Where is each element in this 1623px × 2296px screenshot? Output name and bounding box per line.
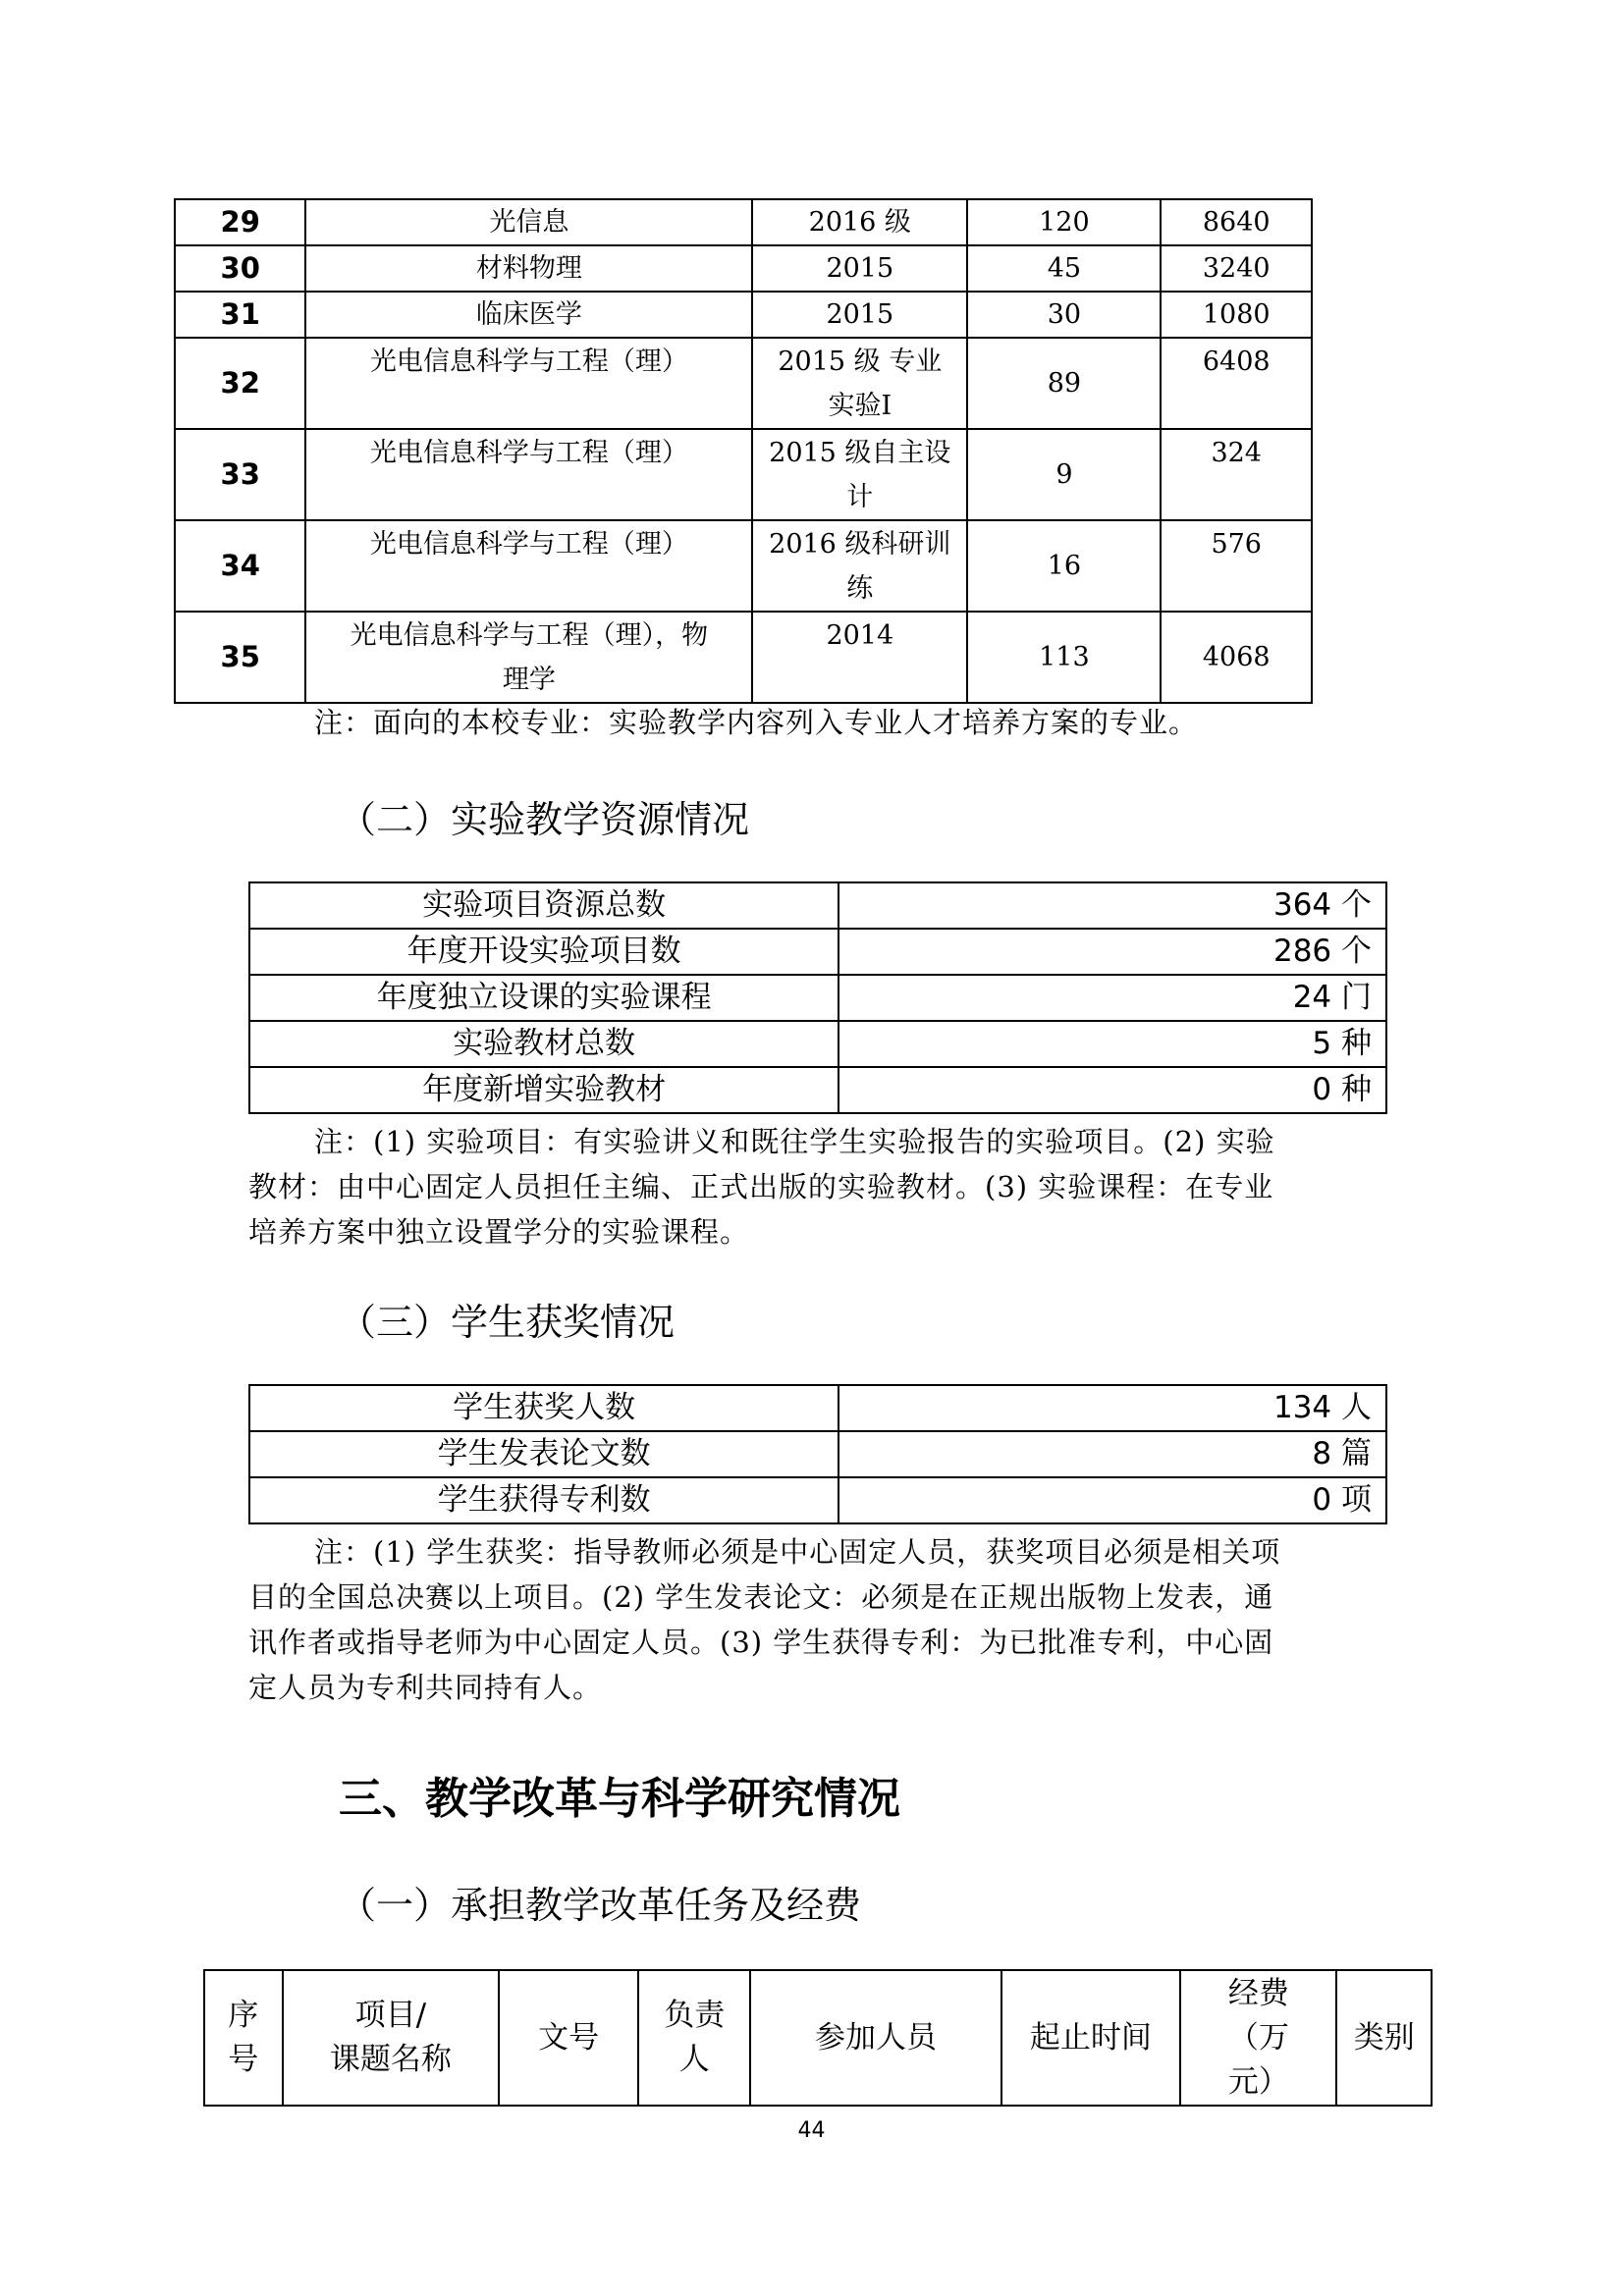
column-header [1001, 1970, 1181, 2106]
column-header-line: 类别 [1353, 2019, 1415, 2056]
hours-cell: 324 [1161, 429, 1312, 520]
table-row [175, 429, 1312, 520]
resources-note-line-3: 培养方案中独立设置学分的实验课程。 [248, 1215, 750, 1249]
value-cell: 364 个 [839, 882, 1386, 929]
label-cell: 年度独立设课的实验课程 [249, 975, 839, 1021]
table-row [175, 612, 1312, 703]
value-cell: 286 个 [839, 929, 1386, 975]
cell-line: 光信息 [489, 207, 569, 238]
column-header-line: 课题名称 [329, 2042, 452, 2077]
hours-cell: 1080 [1161, 292, 1312, 338]
cell-line: 光电信息科学与工程（理） [369, 529, 688, 560]
column-header-line: （万 [1227, 2019, 1289, 2056]
major-hours-table [174, 198, 1313, 704]
table-row [249, 1067, 1386, 1113]
row-number-cell: 35 [175, 612, 305, 703]
cell-line: 材料物理 [475, 253, 582, 284]
awards-note-line-1: 注：(1) 学生获奖：指导教师必须是中心固定人员，获奖项目必须是相关项 [314, 1535, 1281, 1569]
page-number: 44 [797, 2118, 826, 2143]
awards-note-line-4: 定人员为专利共同持有人。 [248, 1671, 603, 1704]
grade-cell [752, 338, 967, 429]
section-three-heading: 三、教学改革与科学研究情况 [339, 1774, 900, 1824]
student-count-cell: 30 [967, 292, 1161, 338]
grade-cell [752, 612, 967, 703]
label-cell: 实验教材总数 [249, 1021, 839, 1067]
student-count-cell: 45 [967, 245, 1161, 292]
table-row [249, 975, 1386, 1021]
cell-line: 实验Ⅰ [828, 391, 893, 421]
column-header-line: 参加人员 [815, 2019, 937, 2056]
cell-line: 理学 [502, 665, 556, 695]
column-header [750, 1970, 1001, 2106]
table-row [249, 1385, 1386, 1431]
table-row [249, 882, 1386, 929]
student-count-cell: 89 [967, 338, 1161, 429]
value-cell: 0 种 [839, 1067, 1386, 1113]
column-header-line: 起止时间 [1029, 2019, 1152, 2056]
table-row [175, 338, 1312, 429]
value-cell: 24 门 [839, 975, 1386, 1021]
value-cell: 8 篇 [839, 1431, 1386, 1477]
table1-note: 注：面向的本校专业：实验教学内容列入专业人才培养方案的专业。 [314, 706, 1199, 739]
row-number-cell: 31 [175, 292, 305, 338]
row-number-cell: 32 [175, 338, 305, 429]
cell-line: 临床医学 [475, 299, 582, 330]
grade-cell [752, 199, 967, 245]
label-cell: 学生获得专利数 [249, 1477, 839, 1523]
student-count-cell: 9 [967, 429, 1161, 520]
resources-note-line-1: 注：(1) 实验项目：有实验讲义和既往学生实验报告的实验项目。(2) 实验 [314, 1125, 1275, 1158]
label-cell: 年度开设实验项目数 [249, 929, 839, 975]
student-count-cell: 16 [967, 520, 1161, 612]
value-cell: 0 项 [839, 1477, 1386, 1523]
column-header-line: 经费 [1227, 1975, 1289, 2011]
column-header-line: 负责 [664, 1998, 726, 2033]
row-number-cell: 29 [175, 199, 305, 245]
section-heading-awards: （三）学生获奖情况 [339, 1301, 676, 1344]
cell-line: 光电信息科学与工程（理），物 [350, 620, 709, 651]
column-header-line: 序 [228, 1998, 259, 2033]
table-row [249, 1021, 1386, 1067]
resources-table [248, 881, 1387, 1114]
major-cell [305, 338, 752, 429]
cell-line: 光电信息科学与工程（理） [369, 438, 688, 468]
column-header-line: 文号 [538, 2019, 600, 2056]
hours-cell: 4068 [1161, 612, 1312, 703]
column-header-line: 人 [678, 2042, 710, 2077]
column-header-line: 号 [228, 2042, 259, 2077]
cell-line: 2015 [826, 253, 894, 284]
value-cell: 134 人 [839, 1385, 1386, 1431]
column-header [1336, 1970, 1432, 2106]
label-cell: 实验项目资源总数 [249, 882, 839, 929]
section-heading-resources: （二）实验教学资源情况 [339, 798, 750, 841]
label-cell: 学生发表论文数 [249, 1431, 839, 1477]
reform-tasks-table-header [203, 1969, 1433, 2107]
table-row [249, 1431, 1386, 1477]
major-cell [305, 612, 752, 703]
grade-cell [752, 520, 967, 612]
table-row [249, 1477, 1386, 1523]
grade-cell [752, 245, 967, 292]
column-header [499, 1970, 638, 2106]
table-row [175, 199, 1312, 245]
cell-line: 计 [846, 482, 874, 512]
cell-line: 2016 级科研训 [769, 529, 951, 560]
awards-note-line-3: 讯作者或指导老师为中心固定人员。(3) 学生获得专利：为已批准专利，中心固 [248, 1626, 1274, 1659]
table-row [175, 292, 1312, 338]
column-header [204, 1970, 283, 2106]
column-header [1180, 1970, 1336, 2106]
cell-line: 2015 级自主设 [769, 438, 951, 468]
value-cell: 5 种 [839, 1021, 1386, 1067]
major-cell [305, 520, 752, 612]
section-three-sub-heading: （一）承担教学改革任务及经费 [339, 1884, 862, 1927]
cell-line: 2015 级 专业 [778, 347, 943, 377]
column-header [638, 1970, 750, 2106]
student-count-cell: 113 [967, 612, 1161, 703]
hours-cell: 576 [1161, 520, 1312, 612]
column-header [283, 1970, 500, 2106]
major-cell [305, 292, 752, 338]
row-number-cell: 34 [175, 520, 305, 612]
table-row [175, 520, 1312, 612]
student-count-cell: 120 [967, 199, 1161, 245]
hours-cell: 3240 [1161, 245, 1312, 292]
hours-cell: 6408 [1161, 338, 1312, 429]
awards-table [248, 1384, 1387, 1524]
grade-cell [752, 292, 967, 338]
cell-line: 2015 [826, 299, 894, 330]
cell-line: 练 [846, 573, 874, 604]
label-cell: 年度新增实验教材 [249, 1067, 839, 1113]
major-cell [305, 199, 752, 245]
cell-line: 2014 [826, 620, 894, 651]
row-number-cell: 30 [175, 245, 305, 292]
major-cell [305, 429, 752, 520]
grade-cell [752, 429, 967, 520]
column-header-line: 项目/ [354, 1998, 427, 2033]
hours-cell: 8640 [1161, 199, 1312, 245]
row-number-cell: 33 [175, 429, 305, 520]
cell-line: 光电信息科学与工程（理） [369, 347, 688, 377]
resources-note-line-2: 教材：由中心固定人员担任主编、正式出版的实验教材。(3) 实验课程：在专业 [248, 1170, 1274, 1203]
major-cell [305, 245, 752, 292]
column-header-line: 元） [1227, 2063, 1289, 2100]
awards-note-line-2: 目的全国总决赛以上项目。(2) 学生发表论文：必须是在正规出版物上发表，通 [248, 1580, 1274, 1614]
table-row [175, 245, 1312, 292]
cell-line: 2016 级 [808, 207, 911, 238]
table-row [249, 929, 1386, 975]
label-cell: 学生获奖人数 [249, 1385, 839, 1431]
